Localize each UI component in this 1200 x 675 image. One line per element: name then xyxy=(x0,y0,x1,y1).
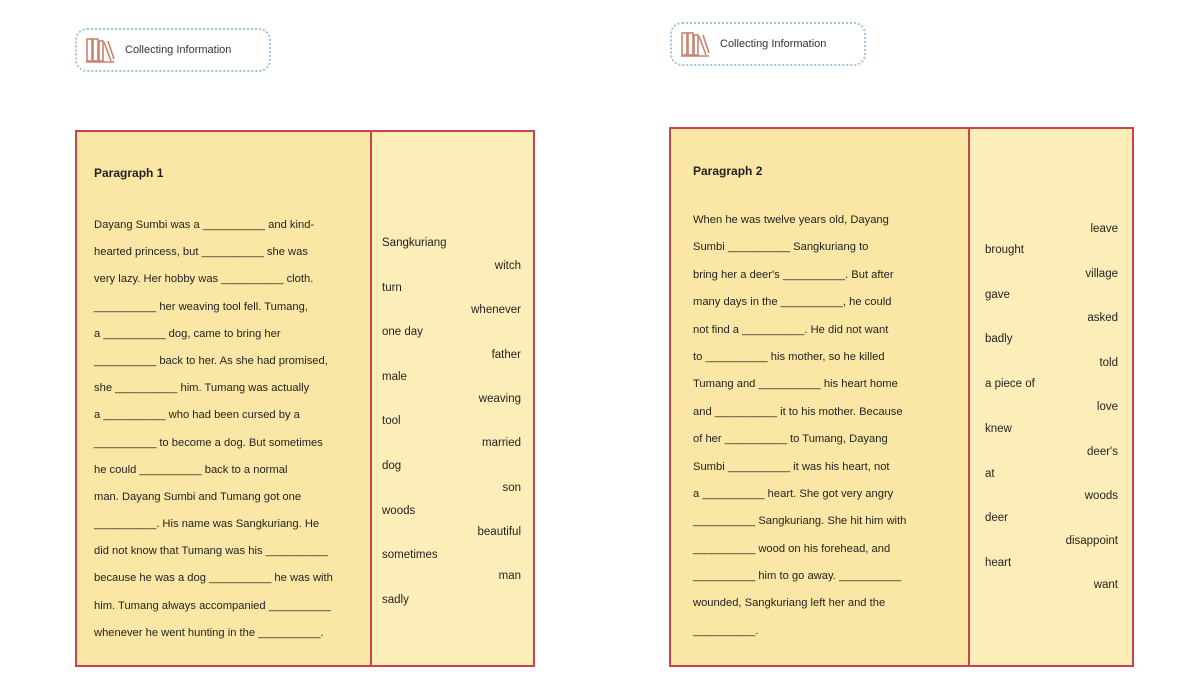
word-bank-item: woods xyxy=(382,504,416,517)
paragraph-line: whenever he went hunting in the __________. xyxy=(94,626,324,639)
paragraph-2-lines xyxy=(693,207,906,645)
paragraph-line: him. Tumang always accompanied __________ xyxy=(94,599,331,612)
word-bank-item: whenever xyxy=(471,304,521,317)
section-badge-left xyxy=(75,28,271,72)
paragraph-line: he could __________ back to a normal xyxy=(94,463,288,476)
paragraph-line: a __________ dog, came to bring her xyxy=(94,327,281,340)
paragraph-line: __________ to become a dog. But sometimes xyxy=(94,436,323,449)
paragraph-1-text-column xyxy=(77,132,372,665)
paragraph-line: wounded, Sangkuriang left her and the xyxy=(693,597,886,610)
word-bank-item: want xyxy=(1093,579,1118,591)
word-bank-item: male xyxy=(382,370,407,383)
word-bank-item: son xyxy=(502,481,521,494)
paragraph-line: and __________ it to his mother. Because xyxy=(693,405,903,418)
paragraph-line: __________ him to go away. __________ xyxy=(693,570,902,583)
word-bank-item: turn xyxy=(382,281,402,294)
word-bank-item: deer's xyxy=(1087,445,1118,458)
word-bank-item: father xyxy=(491,348,521,361)
books-icon xyxy=(85,36,115,64)
word-bank-item: disappoint xyxy=(1065,534,1118,547)
word-bank-item: one day xyxy=(382,326,423,339)
word-bank-item: dog xyxy=(382,460,402,472)
paragraph-line: a __________ who had been cursed by a xyxy=(94,409,300,422)
word-bank-item: sometimes xyxy=(382,549,438,562)
word-bank-item: deer xyxy=(985,512,1009,525)
paragraph-2-title: Paragraph 2 xyxy=(693,164,763,178)
paragraph-line: many days in the __________, he could xyxy=(693,296,892,309)
paragraph-2-word-bank xyxy=(970,129,1132,665)
word-bank-item: sadly xyxy=(382,593,409,606)
paragraph-line: man. Dayang Sumbi and Tumang got one xyxy=(94,490,302,503)
word-bank-item: married xyxy=(482,437,521,450)
word-bank-item: beautiful xyxy=(477,525,521,538)
paragraph-line: __________ her weaving tool fell. Tumang, xyxy=(94,300,308,313)
word-bank-item: leave xyxy=(1090,223,1118,235)
paragraph-line: Sumbi __________ Sangkuriang to xyxy=(693,241,869,254)
word-bank-item: village xyxy=(1085,267,1118,280)
word-bank-item: told xyxy=(1099,356,1118,369)
paragraph-1-lines xyxy=(94,212,333,647)
paragraph-line: not find a __________. He did not want xyxy=(693,323,889,336)
word-bank-item: Sangkuriang xyxy=(382,237,447,249)
paragraph-line: she __________ him. Tumang was actually xyxy=(94,382,310,395)
word-bank-item: woods xyxy=(1084,490,1118,502)
word-bank-item: gave xyxy=(985,288,1010,301)
paragraph-line: of her __________ to Tumang, Dayang xyxy=(693,433,888,446)
paragraph-line: __________ wood on his forehead, and xyxy=(693,542,891,555)
paragraph-line: bring her a deer's __________. But after xyxy=(693,268,894,281)
paragraph-1-word-bank xyxy=(372,132,533,665)
word-bank-item: at xyxy=(985,467,995,480)
word-bank-item: heart xyxy=(985,556,1012,569)
paragraph-line: __________. His name was Sangkuriang. He xyxy=(94,518,320,531)
word-bank-item: tool xyxy=(382,415,401,428)
paragraph-line: When he was twelve years old, Dayang xyxy=(693,214,889,226)
word-bank-item: love xyxy=(1096,401,1118,413)
paragraph-line: Dayang Sumbi was a __________ and kind- xyxy=(94,219,315,231)
word-bank-item: badly xyxy=(985,333,1013,346)
paragraph-line: did not know that Tumang was his __________ xyxy=(94,545,328,558)
paragraph-2-panel xyxy=(669,127,1134,667)
badge-label: Collecting Information xyxy=(720,38,827,50)
paragraph-line: __________ back to her. As she had promised, xyxy=(94,354,328,367)
paragraph-line: because he was a dog __________ he was with xyxy=(94,572,333,585)
books-icon xyxy=(680,30,710,58)
badge-label: Collecting Information xyxy=(125,44,232,56)
paragraph-line: __________. xyxy=(693,624,759,637)
paragraph-1-title: Paragraph 1 xyxy=(94,166,164,180)
paragraph-2-text-column xyxy=(671,129,970,665)
word-bank-item: a piece of xyxy=(985,378,1035,391)
paragraph-1-panel xyxy=(75,130,535,667)
word-bank-item: asked xyxy=(1087,312,1118,324)
paragraph-line: a __________ heart. She got very angry xyxy=(693,487,894,500)
word-bank-item: witch xyxy=(494,260,521,272)
word-bank-item: weaving xyxy=(478,392,521,405)
paragraph-line: Sumbi __________ it was his heart, not xyxy=(693,460,890,473)
word-bank-item: brought xyxy=(985,244,1025,256)
paragraph-line: __________ Sangkuriang. She hit him with xyxy=(693,515,907,528)
word-bank-item: man xyxy=(498,570,521,583)
word-bank-item: knew xyxy=(985,422,1012,435)
paragraph-line: hearted princess, but __________ she was xyxy=(94,246,308,259)
paragraph-line: Tumang and __________ his heart home xyxy=(693,378,898,391)
paragraph-line: to __________ his mother, so he killed xyxy=(693,350,885,363)
paragraph-line: very lazy. Her hobby was __________ cloth. xyxy=(94,273,314,286)
section-badge-right xyxy=(670,22,866,66)
